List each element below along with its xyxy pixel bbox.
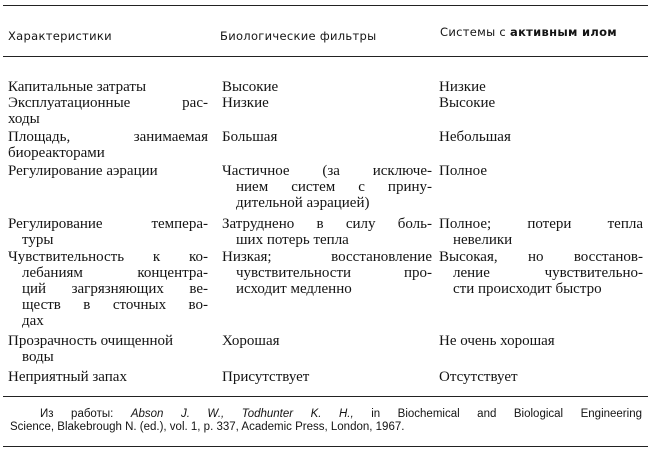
- cell-line: чувствительности про-: [236, 265, 432, 281]
- cell-line: дах: [22, 313, 44, 329]
- column-header-biofilters: Биологические фильтры: [220, 29, 377, 43]
- cell-line: Капитальные затраты: [8, 79, 147, 95]
- cell-line: Эксплуатационные рас-: [8, 95, 208, 111]
- source-prefix: Из работы:: [40, 408, 114, 420]
- cell-line: Частичное (за исключе-: [222, 163, 432, 179]
- row-sludge-value: [439, 216, 643, 248]
- row-characteristic: [8, 216, 208, 248]
- column-header-characteristics: Характеристики: [8, 29, 112, 43]
- cell-line: ление чувствительно-: [453, 265, 643, 281]
- cell-line: Полное: [439, 163, 487, 179]
- row-biofilter-value: [222, 369, 432, 385]
- cell-line: туры: [22, 232, 54, 248]
- row-sludge-value: [439, 129, 643, 145]
- cell-line: воды: [22, 349, 54, 365]
- row-biofilter-value: [222, 95, 432, 111]
- source-note-line-1: [10, 408, 642, 421]
- cell-line: Неприятный запах: [8, 369, 127, 385]
- cell-line: Хорошая: [222, 333, 280, 349]
- row-biofilter-value: [222, 129, 432, 145]
- cell-line: Низкая; восстановление: [222, 249, 432, 265]
- page-bottom-rule: [3, 446, 648, 447]
- cell-line: Высокие: [222, 79, 279, 95]
- cell-line: лебаниям концентра-: [22, 265, 208, 281]
- cell-line: Низкие: [439, 79, 486, 95]
- cell-line: Высокие: [439, 95, 496, 111]
- cell-line: биореакторами: [8, 145, 105, 161]
- row-characteristic: [8, 369, 208, 385]
- row-characteristic: [8, 129, 208, 161]
- source-line-1-rest: in Biochemical and Biological Engineering: [371, 408, 642, 420]
- column-header-activated-sludge: [440, 25, 617, 39]
- cell-line: Высокая, но восстанов-: [439, 249, 643, 265]
- cell-line: нием систем с прину-: [236, 179, 432, 195]
- source-note-line-2: Science, Blakebrough N. (ed.), vol. 1, p. 337, Academic Press, London, 1967.: [10, 421, 405, 433]
- cell-line: ших потерь тепла: [236, 232, 349, 248]
- column-header-activated-sludge-bold: активным илом: [510, 25, 618, 39]
- cell-line: ходы: [8, 111, 40, 127]
- row-characteristic: [8, 249, 208, 329]
- cell-line: ществ в сточных во-: [22, 297, 208, 313]
- row-sludge-value: [439, 333, 643, 349]
- cell-line: дительной аэрацией): [236, 195, 370, 211]
- cell-line: невелики: [453, 232, 513, 248]
- column-header-activated-sludge-prefix: Системы с: [440, 25, 507, 39]
- header-bottom-rule: [3, 56, 648, 57]
- cell-line: Не очень хорошая: [439, 333, 555, 349]
- row-sludge-value: [439, 95, 643, 111]
- row-biofilter-value: [222, 163, 432, 211]
- cell-line: Низкие: [222, 95, 269, 111]
- cell-line: сти происходит быстро: [453, 281, 602, 297]
- row-biofilter-value: [222, 333, 432, 349]
- cell-line: Присутствует: [222, 369, 310, 385]
- source-note: [10, 408, 642, 434]
- cell-line: Небольшая: [439, 129, 511, 145]
- row-biofilter-value: [222, 79, 432, 95]
- row-sludge-value: [439, 79, 643, 95]
- cell-line: ций загрязняющих ве-: [22, 281, 208, 297]
- cell-line: Большая: [222, 129, 278, 145]
- cell-line: Чувствительность к ко-: [8, 249, 208, 265]
- cell-line: Полное; потери тепла: [439, 216, 643, 232]
- table-bottom-rule: [3, 396, 648, 397]
- cell-line: исходит медленно: [236, 281, 352, 297]
- row-biofilter-value: [222, 216, 432, 248]
- row-sludge-value: [439, 163, 643, 179]
- cell-line: Регулирование аэрации: [8, 163, 158, 179]
- source-authors: Abson J. W., Todhunter K. H.,: [130, 408, 354, 420]
- cell-line: Затруднено в силу боль-: [222, 216, 432, 232]
- row-sludge-value: [439, 369, 643, 385]
- row-characteristic: [8, 95, 208, 127]
- cell-line: Площадь, занимаемая: [8, 129, 208, 145]
- cell-line: Регулирование темпера-: [8, 216, 208, 232]
- row-characteristic: [8, 79, 208, 95]
- cell-line: Отсутствует: [439, 369, 518, 385]
- cell-line: Прозрачность очищенной: [8, 333, 174, 349]
- row-characteristic: [8, 333, 208, 365]
- table-top-rule: [3, 5, 648, 6]
- row-biofilter-value: [222, 249, 432, 297]
- row-characteristic: [8, 163, 208, 179]
- row-sludge-value: [439, 249, 643, 297]
